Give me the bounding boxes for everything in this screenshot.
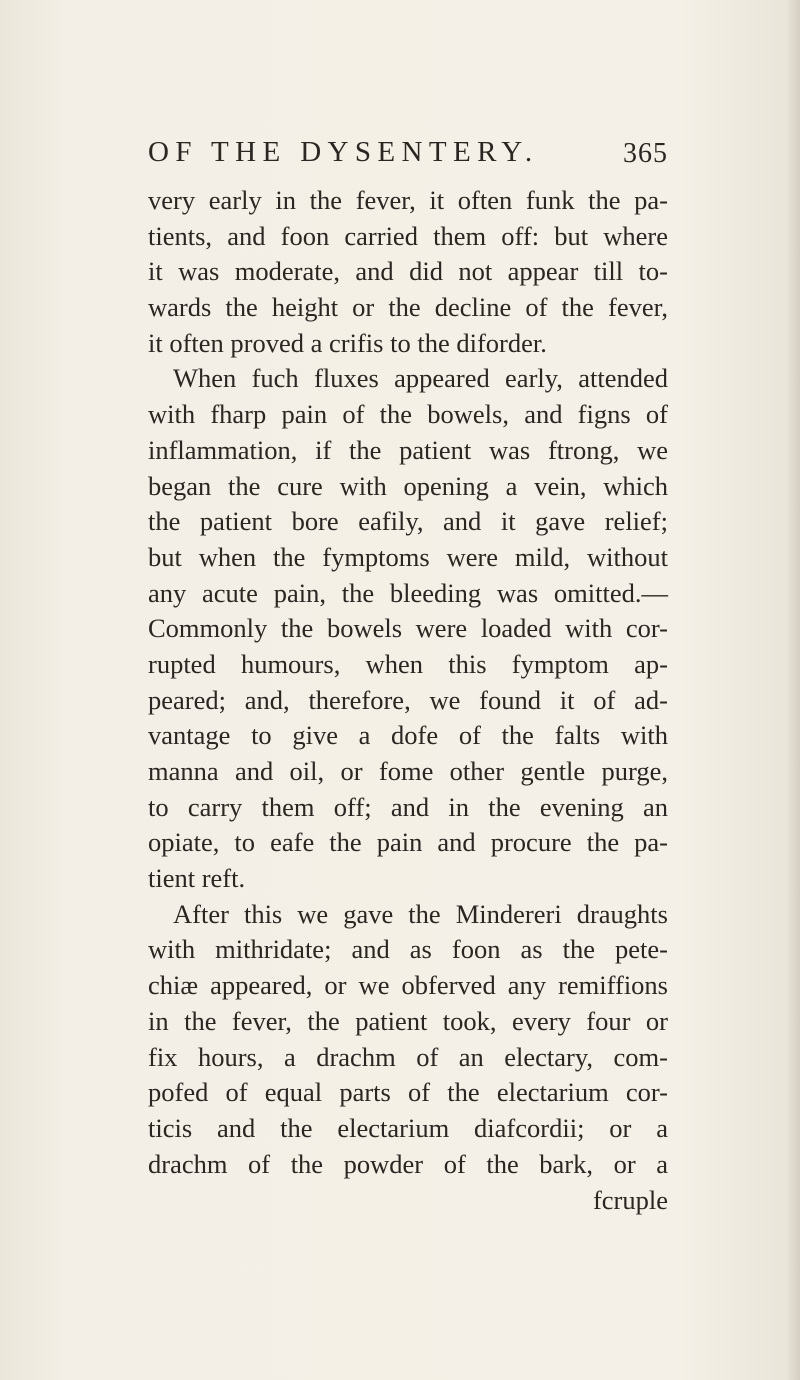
text-line: Commonly the bowels were loaded with cor-: [148, 613, 668, 644]
text-line: any acute pain, the bleeding was omitted.—: [148, 577, 668, 608]
text-line: the patient bore eafily, and it gave relief;: [148, 506, 668, 537]
text-line: vantage to give a dofe of the falts with: [148, 720, 668, 751]
page-number: 365: [623, 138, 668, 169]
paragraph-start-line: After this we gave the Mindereri draughts: [173, 898, 668, 929]
body-text: [148, 183, 668, 1182]
text-line: began the cure with opening a vein, which: [148, 470, 668, 501]
text-line: it often proved a crifis to the diforder.: [148, 327, 547, 358]
text-line: it was moderate, and did not appear till to-: [148, 256, 668, 287]
text-line: peared; and, therefore, we found it of ad-: [148, 684, 668, 715]
running-head-title: OF THE DYSENTERY.: [148, 136, 539, 168]
text-line: very early in the fever, it often funk the pa-: [148, 185, 668, 215]
text-line: rupted humours, when this fymptom ap-: [148, 648, 668, 679]
text-line: fix hours, a drachm of an electary, com-: [148, 1041, 668, 1072]
paragraph-start-line: When fuch fluxes appeared early, attended: [173, 363, 668, 394]
text-line: wards the height or the decline of the fever,: [148, 292, 668, 323]
text-line: tients, and foon carried them off: but where: [148, 220, 668, 251]
text-line: in the fever, the patient took, every four or: [148, 1005, 668, 1036]
page-edge-shadow: [786, 0, 800, 1380]
text-line: chiæ appeared, or we obferved any remiffions: [148, 970, 668, 1001]
text-line: pofed of equal parts of the electarium cor-: [148, 1077, 668, 1108]
text-line: drachm of the powder of the bark, or a: [148, 1148, 668, 1179]
text-line: but when the fymptoms were mild, without: [148, 541, 668, 572]
text-line: inflammation, if the patient was ftrong, we: [148, 434, 668, 465]
text-line: with mithridate; and as foon as the pete-: [148, 934, 668, 965]
text-line: opiate, to eafe the pain and procure the pa-: [148, 827, 668, 858]
text-line: tient reft.: [148, 863, 246, 894]
catchword: fcruple: [592, 1185, 668, 1215]
running-head: [148, 136, 668, 176]
text-line: with fharp pain of the bowels, and figns of: [148, 399, 668, 430]
text-line: to carry them off; and in the evening an: [148, 791, 668, 822]
text-line: manna and oil, or fome other gentle purge,: [148, 756, 668, 786]
text-line: ticis and the electarium diafcordii; or a: [148, 1112, 668, 1143]
